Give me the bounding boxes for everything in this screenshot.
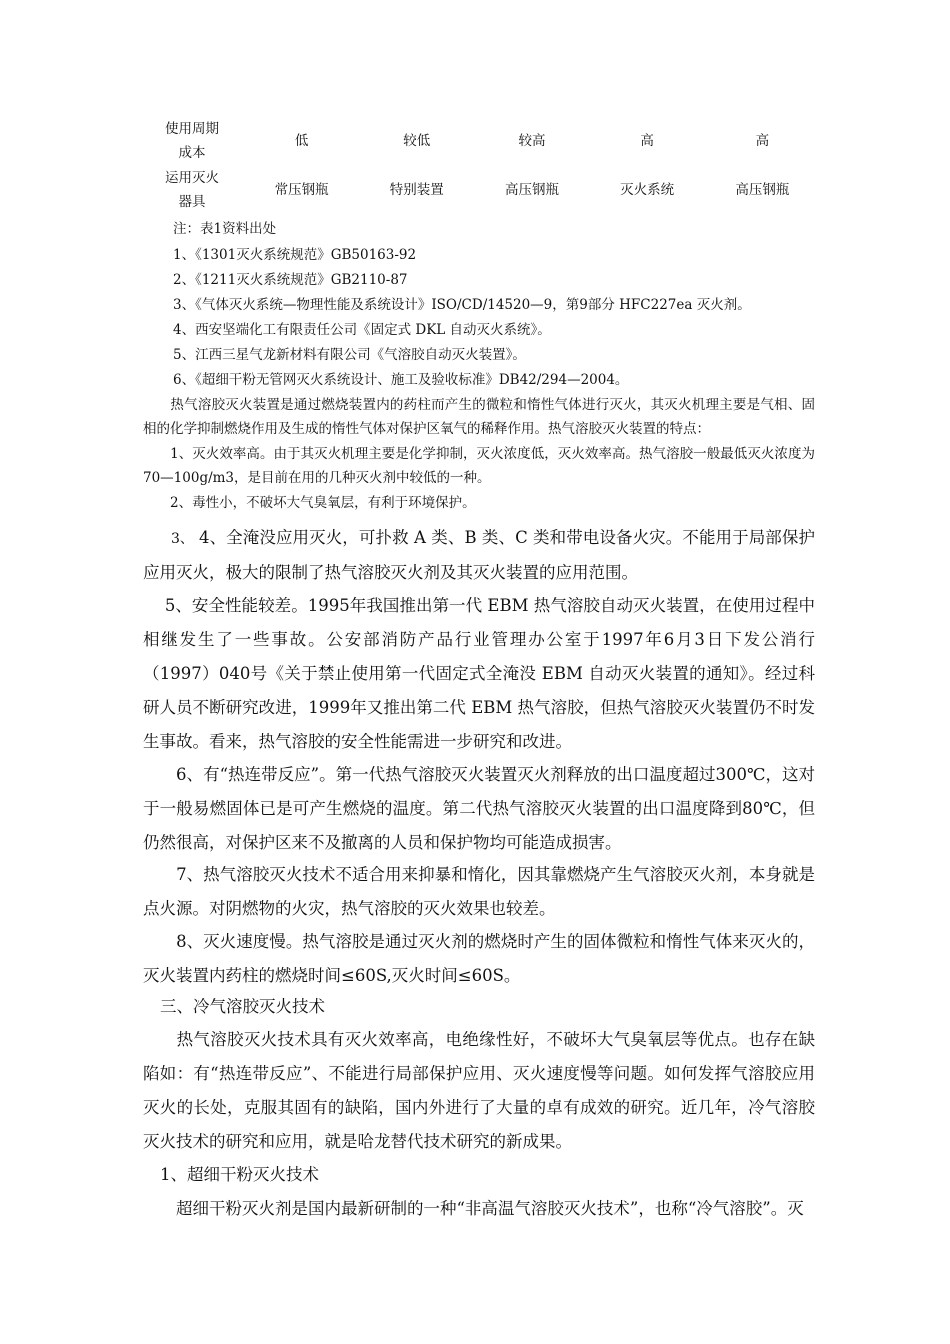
table-cell: 较高 (518, 133, 546, 149)
table-cell: 灭火系统 (620, 182, 675, 198)
section-paragraph: 热气溶胶灭火技术具有灭火效率高，电绝缘性好，不破坏大气臭氧层等优点。也存在缺陷如：有“热连带反应”、不能进行局部保护应用、灭火速度慢等问题。如何发挥气溶胶应用灭火的长处，克服其固有的缺陷，国内外进行了大量的卓有成效的研究。近几年，冷气溶胶灭火技术的研究和应用，就是哈龙替代技术研究的新成果。 (143, 1030, 815, 1151)
subsection-heading: 1、超细干粉灭火技术 (160, 1165, 319, 1184)
note-item: 1、《1301灭火系统规范》GB50163-92 (173, 247, 417, 263)
table-cell: 高 (640, 133, 654, 149)
table-cell: 高 (755, 133, 770, 149)
notes-title: 注：表1资料出处 (173, 221, 277, 237)
comparison-table-fragment (140, 116, 820, 214)
table-cell: 低 (294, 133, 309, 149)
point-paragraph: 2、毒性小，不破坏大气臭氧层，有利于环境保护。 (143, 495, 476, 511)
section-paragraph: 超细干粉灭火剂是国内最新研制的一种“非高温气溶胶灭火技术”，也称“冷气溶胶”。灭 (143, 1199, 804, 1218)
row-header: 运用灭火 器具 (165, 170, 219, 210)
point-paragraph: 7、热气溶胶灭火技术不适合用来抑暴和惰化，因其靠燃烧产生气溶胶灭火剂，本身就是点火源。对阴燃物的火灾，热气溶胶的灭火效果也较差。 (143, 865, 815, 918)
section-heading: 三、冷气溶胶灭火技术 (160, 997, 325, 1016)
intro-paragraph: 热气溶胶灭火装置是通过燃烧装置内的药柱而产生的微粒和惰性气体进行灭火，其灭火机理主要是气相、固相的化学抑制燃烧作用及生成的惰性气体对保护区氧气的稀释作用。热气溶胶灭火装置的特点： (143, 397, 815, 437)
table-cell: 常压钢瓶 (274, 182, 329, 198)
point-paragraph: 3、 4、全淹没应用灭火，可扑救 A 类、B 类、C 类和带电设备火灾。不能用于局部保护应用灭火，极大的限制了热气溶胶灭火剂及其灭火装置的应用范围。 (143, 521, 815, 590)
table-cell: 特别装置 (389, 182, 444, 198)
point-paragraph: 5、安全性能较差。1995年我国推出第一代 EBM 热气溶胶自动灭火装置，在使用过程中相继发生了一些事故。公安部消防产品行业管理办公室于1997年6月3日下发公消行（1997）040号《关于禁止使用第一代固定式全淹没 EBM 自动灭火装置的通知》。经过科研人员不断研究改进，1999年又推出第二代 EBM 热气溶胶，但热气溶胶灭火装置仍不时发生事故。看来，热气溶胶的安全性能需进一步研究和改进。 (143, 596, 815, 751)
table-row (140, 166, 820, 214)
row-header: 使用周期 成本 (165, 121, 219, 161)
note-item: 2、《1211灭火系统规范》GB2110-87 (173, 272, 408, 288)
table-cell: 高压钢瓶 (504, 182, 559, 198)
table-row (140, 116, 820, 166)
point-paragraph: 1、灭火效率高。由于其灭火机理主要是化学抑制，灭火浓度低，灭火效率高。热气溶胶一般最低灭火浓度为70—100g/m3，是目前在用的几种灭火剂中较低的一种。 (143, 446, 815, 486)
note-item: 5、江西三星气龙新材料有限公司《气溶胶自动灭火装置》。 (173, 347, 526, 363)
table-cell: 高压钢瓶 (735, 182, 790, 198)
point-paragraph: 6、有“热连带反应”。第一代热气溶胶灭火装置灭火剂释放的出口温度超过300℃，这对于一般易燃固体已是可产生燃烧的温度。第二代热气溶胶灭火装置的出口温度降到80℃，但仍然很高，对保护区来不及撤离的人员和保护物均可能造成损害。 (143, 765, 815, 852)
list-marker: 3、 (171, 531, 194, 547)
point-paragraph: 8、灭火速度慢。热气溶胶是通过灭火剂的燃烧时产生的固体微粒和惰性气体来灭火的，灭火装置内药柱的燃烧时间≤60S,灭火时间≤60S。 (143, 932, 815, 985)
note-item: 4、西安坚端化工有限责任公司《固定式 DKL 自动灭火系统》。 (173, 322, 551, 338)
table-cell: 较低 (403, 133, 431, 149)
note-item: 3、《气体灭火系统—物理性能及系统设计》ISO/CD/14520—9，第9部分 HFC227ea 灭火剂。 (173, 297, 751, 313)
note-item: 6、《超细干粉无管网灭火系统设计、施工及验收标准》DB42/294—2004。 (173, 372, 629, 388)
